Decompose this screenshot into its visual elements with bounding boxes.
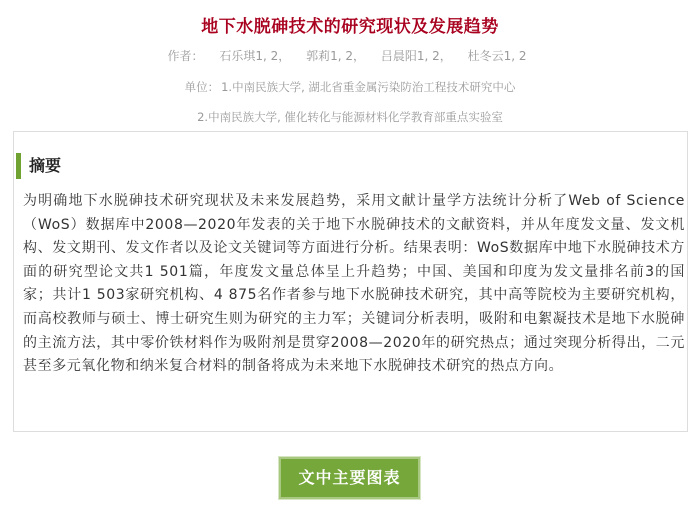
affiliation-2: 2.中南民族大学, 催化转化与能源材料化学教育部重点实验室 — [197, 110, 503, 124]
author-link[interactable]: 杜冬云1, 2 — [467, 49, 527, 63]
affiliation-1: 1.中南民族大学, 湖北省重金属污染防治工程技术研究中心 — [221, 80, 516, 94]
author-link[interactable]: 吕晨阳1, 2， — [380, 49, 452, 63]
authors-line — [0, 47, 700, 64]
author-link[interactable]: 石乐琪1, 2， — [219, 49, 291, 63]
article-title: 地下水脱砷技术的研究现状及发展趋势 — [201, 17, 499, 37]
author-link[interactable]: 郭莉1, 2， — [306, 49, 365, 63]
abstract-panel — [13, 131, 688, 432]
abstract-heading: 摘要 — [16, 153, 61, 179]
affiliation-line-2 — [0, 109, 700, 125]
unit-label: 单位： — [184, 80, 220, 94]
authors-label: 作者： — [167, 49, 204, 63]
affiliation-line-1 — [0, 79, 700, 95]
main-figures-button[interactable]: 文中主要图表 — [279, 457, 420, 499]
abstract-text: 为明确地下水脱砷技术研究现状及未来发展趋势，采用文献计量学方法统计分析了Web of Science（WoS）数据库中2008—2020年发表的关于地下水脱砷技术的文献资料，并从年度发文量、发文机构、发文期刊、发文作者以及论文关键词等方面进行分析。结果表明：WoS数据库中地下水脱砷技术方面的研究型论文共1 501篇，年度发文量总体呈上升趋势；中国、美国和印度为发文量排名前3的国家；共计1 503家研究机构、4 875名作者参与地下水脱砷技术研究，其中高等院校为主要研究机构，而高校教师与硕士、博士研究生则为研究的主力军；关键词分析表明，吸附和电絮凝技术是地下水脱砷的主流方法，其中零价铁材料作为吸附剂是贯穿2008—2020年的研究热点；通过突现分析得出，二元甚至多元氧化物和纳米复合材料的制备将成为未来地下水脱砷技术研究的热点方向。 — [23, 193, 685, 375]
